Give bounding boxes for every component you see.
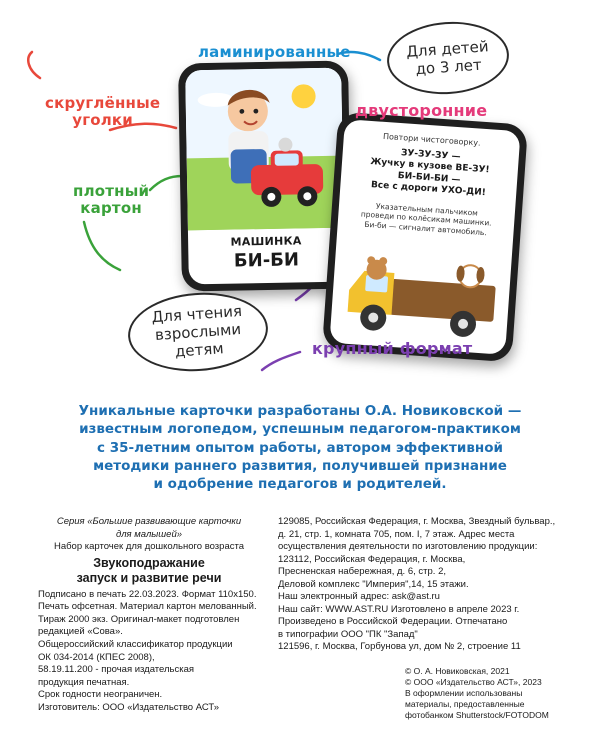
card-front-line2: БИ-БИ (233, 249, 300, 272)
card-front-title (188, 234, 345, 273)
series-title: Серия «Большие развивающие карточки для малышей» (56, 516, 242, 540)
card-back-instruction: Повтори чистоговорку. (382, 131, 481, 148)
arrow-rounded (28, 52, 40, 78)
print-line: Подписано в печать 22.03.2023. Формат 110х150. (38, 588, 257, 600)
email-line: Наш электронный адрес: ask@ast.ru (278, 591, 440, 603)
address-line: 129085, Российская Федерация, г. Москва, Звездный бульвар., (278, 516, 556, 527)
print-line: Печать офсетная. Материал картон мелованный. (38, 601, 257, 613)
label-double-sided: двусторонние (355, 101, 488, 120)
label-rounded-corners: скруглённые уголки (45, 94, 161, 130)
book-title: Звукоподражание запуск и развитие речи (76, 555, 222, 586)
cloud-kids-text: Для детей до 3 лет (405, 37, 490, 79)
card-back-verse: ЗУ-ЗУ-ЗУ — Жучку в кузове ВЕ-ЗУ! БИ-БИ-БИ — Все с дороги УХО-ДИ! (369, 148, 490, 198)
copyright-line: В оформлении использованы (405, 688, 523, 699)
print-details (38, 589, 260, 714)
print-line: редакцией «Сова». (38, 626, 123, 638)
arrow-dense (84, 222, 120, 270)
card-back-text (351, 130, 505, 238)
imprint-left (38, 516, 260, 714)
print-line: Тираж 2000 экз. Оригинал-макет подготовлен (38, 613, 240, 625)
address-line: осуществления деятельности по изготовлению продукции: (278, 541, 538, 553)
label-big-format: крупный формат (312, 339, 473, 358)
truck-with-animals-illustration (336, 245, 506, 348)
print-line: Общероссийский классификатор продукции (38, 638, 233, 650)
intro-paragraph: Уникальные карточки разработаны О.А. Новиковской — известным логопедом, успешным педагогом-практиком с 35-летним опытом работы, автором эффективной методики раннего развития, получившей признание и одобрение педагогов и родителей. (78, 403, 522, 493)
address-line: 121596, г. Москва, Горбунова ул, дом № 2, строение 11 (278, 641, 521, 653)
imprint-right (278, 516, 578, 654)
label-dense-cardboard: плотный картон (73, 182, 150, 218)
card-back (322, 112, 528, 363)
address-line: в типографии ООО "ПК "Запад" (278, 628, 418, 640)
print-line: 58.19.11.200 - прочая издательская (38, 664, 195, 676)
copyright-line: © ООО «Издательство АСТ», 2023 (405, 677, 542, 688)
print-line: Срок годности неограничен. (38, 689, 163, 701)
boy-with-car-illustration (185, 68, 344, 231)
label-laminated: ламинированные (198, 43, 351, 61)
cloud-adults-text: Для чтения взрослыми детям (150, 301, 243, 361)
address-line: Произведено в Российской Федерации. Отпечатано (278, 616, 508, 628)
copyright-line: фотобанком Shutterstock/FOTODOM (405, 710, 549, 721)
address-line: 123112, Российская Федерация, г. Москва, (278, 553, 466, 565)
address-line: Пресненская набережная, д. 6, стр. 2, (278, 566, 446, 578)
card-front (178, 61, 352, 292)
arrow-big (262, 352, 300, 370)
print-line: ОК 034-2014 (КПЕС 2008), (38, 651, 155, 663)
copyright-block (405, 666, 595, 721)
print-line: продукция печатная. (38, 676, 130, 688)
copyright-line: материалы, предоставленные (405, 699, 525, 710)
set-description: Набор карточек для дошкольного возраста (53, 541, 245, 553)
print-line: Изготовитель: ООО «Издательство АСТ» (38, 701, 220, 713)
arrow-dense-2 (150, 176, 182, 190)
website-line: Наш сайт: WWW.AST.RU Изготовлено в апреле 2023 г. (278, 603, 520, 615)
card-front-line1: МАШИНКА (230, 234, 302, 249)
copyright-line: © О. А. Новиковская, 2021 (405, 666, 510, 676)
card-back-hint: Указательным пальчиком проведи по колёсикам машинки. Би-би — сигналит автомобиль. (360, 201, 492, 238)
address-line: д. 21, стр. 1, комната 705, пом. I, 7 этаж. Адрес места (278, 528, 515, 540)
address-line: Деловой комплекс "Империя",14, 15 этажи. (278, 578, 469, 590)
